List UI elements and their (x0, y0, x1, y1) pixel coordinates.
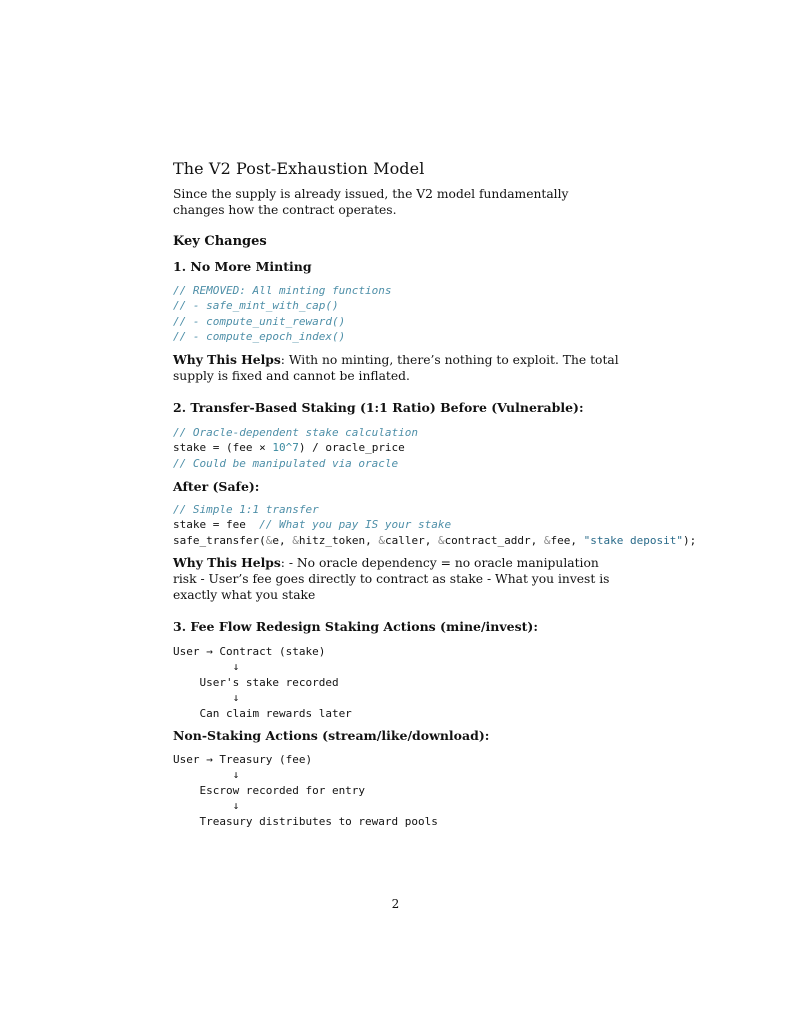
code-removed-comment: // REMOVED: All minting functions (173, 284, 392, 297)
section-title: The V2 Post-Exhaustion Model (173, 159, 425, 178)
transfer-staking-heading: 2. Transfer-Based Staking (1:1 Ratio) Before (Vulnerable): (173, 400, 584, 415)
code-arg: hitz_token, (298, 534, 379, 547)
intro-paragraph: Since the supply is already issued, the V2 model fundamentally changes how the contract operates. (173, 187, 569, 217)
flow2-line-3: Treasury distributes to reward pools (173, 815, 438, 828)
code-part: stake = fee (173, 518, 260, 531)
page-number: 2 (391, 897, 400, 911)
code-arg: caller, (384, 534, 438, 547)
code-number: 10^7 (272, 441, 299, 454)
why-text: : - No oracle dependency = no oracle manipulation risk - User’s fee goes directly to contract as stake - What you invest is exactly what you stake (173, 556, 610, 602)
key-changes-heading: Key Changes (173, 234, 267, 249)
code-manipulated-comment: // Could be manipulated via oracle (173, 457, 399, 470)
code-part: stake = (fee × (173, 441, 273, 454)
flow1-line-3: Can claim rewards later (173, 707, 352, 720)
why-helps-staking (173, 555, 623, 603)
flow2-line-2: Escrow recorded for entry (173, 784, 366, 797)
code-arg: fee, (550, 534, 584, 547)
code-arg: contract_addr, (444, 534, 544, 547)
flow2-arrow-1: ↓ (173, 768, 240, 781)
flow1-line-1: User → Contract (stake) (173, 645, 326, 658)
code-stake-fee-line (173, 517, 451, 533)
code-inline-comment: // What you pay IS your stake (259, 518, 452, 531)
code-safe-transfer-line (173, 533, 696, 549)
code-amp: & (437, 534, 445, 547)
code-fn: safe_transfer( (173, 534, 266, 547)
flow1-line-2: User's stake recorded (173, 676, 339, 689)
non-staking-heading: Non-Staking Actions (stream/like/download): (173, 728, 490, 743)
flow2-arrow-2: ↓ (173, 799, 240, 812)
no-minting-heading: 1. No More Minting (173, 259, 312, 274)
flow1-arrow-1: ↓ (173, 660, 240, 673)
why-label: Why This Helps (173, 555, 281, 570)
code-stake-oracle-line (173, 440, 405, 456)
why-helps-minting (173, 352, 623, 384)
flow1-arrow-2: ↓ (173, 691, 240, 704)
code-oracle-comment: // Oracle-dependent stake calculation (173, 426, 419, 439)
after-safe-heading: After (Safe): (173, 479, 260, 494)
code-compute-epoch-comment: // - compute_epoch_index() (173, 330, 346, 343)
why-label: Why This Helps (173, 352, 281, 367)
code-amp: & (292, 534, 299, 547)
flow2-line-1: User → Treasury (fee) (173, 753, 313, 766)
code-arg: e, (272, 534, 293, 547)
fee-flow-heading: 3. Fee Flow Redesign Staking Actions (mine/invest): (173, 619, 538, 634)
code-amp: & (543, 534, 551, 547)
code-end: ); (683, 534, 697, 547)
why-text: : With no minting, there’s nothing to exploit. The total supply is fixed and cannot be inflated. (173, 353, 619, 383)
code-string: "stake deposit" (583, 534, 683, 547)
code-safe-mint-comment: // - safe_mint_with_cap() (173, 299, 339, 312)
code-amp: & (265, 534, 273, 547)
code-simple-transfer-comment: // Simple 1:1 transfer (173, 503, 319, 516)
code-compute-unit-comment: // - compute_unit_reward() (173, 315, 346, 328)
code-part: ) / oracle_price (298, 441, 405, 454)
code-amp: & (378, 534, 385, 547)
